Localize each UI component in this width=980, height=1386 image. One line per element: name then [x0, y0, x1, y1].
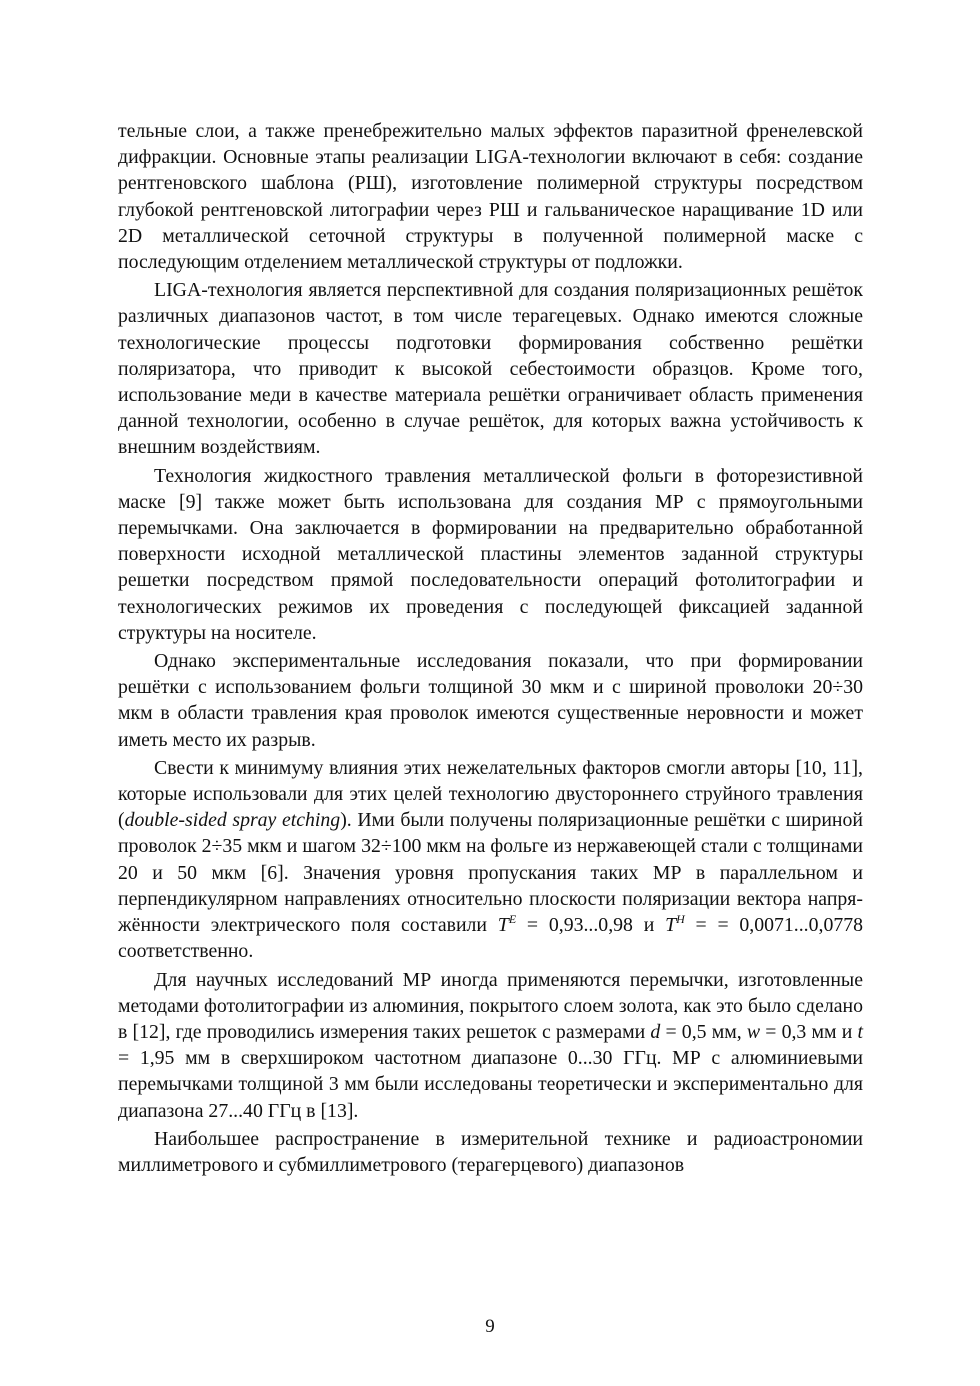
transmission-te-superscript: E: [508, 912, 517, 927]
transmission-th-superscript: H: [676, 912, 685, 927]
paragraph-5-text-a: Свести к минимуму влияния этих нежелательных факторов смогли авторы [10, 11], которые использовали для этих целей технологию двустороннего струйного травления (: [118, 756, 863, 832]
page-number: 9: [485, 1316, 495, 1337]
paragraph-1: тельные слои, а также пренебрежительно малых эффектов паразитной френелевской дифракции. Основные этапы реализации LIGA-технологии включают в себя: создание рентгеновского шаблона (РШ), изготовление полимерной структуры посредством глубокой рентгеновской литографии через РШ и гальваническое наращивание 1D или 2D металлической сеточной структуры в полученной полимерной маске с последующим отделением металлической структуры от подложки.: [118, 120, 863, 274]
transmission-te-symbol: T: [497, 914, 509, 937]
paragraph-2: LIGA-технология является перспективной для создания поляризационных решёток различных диапазонов частот, в том числе терагецевых. Однако имеются сложные технологические процессы подготовки формирования собственно решётки поляризатора, что приводит к высокой себестоимости образцов. Кроме того, использование меди в качестве материала решётки ограничивает область применения данной технологии, особенно в случае решёток, для которых важна устойчивость к внешним воздействиям.: [118, 279, 863, 459]
page-body: [118, 118, 863, 1178]
paragraph-3: Технология жидкостного травления металлической фольги в фоторезистивной маске [9] также может быть использована для создания МР с прямоугольными перемычками. Она заключается в формировании на предварительно обработанной поверхности исходной металлической пластины элементов заданной структуры решетки посредством прямой последовательности операций фотолитографии и технологических режимов их проведения с последующей фиксацией заданной структуры на носителе.: [118, 464, 863, 644]
paragraph-5: [118, 755, 863, 965]
paragraph-7: Наибольшее распространение в измерительной технике и радиоастрономии миллиметрового и субмиллиметрового (терагерцевого) диапазонов: [118, 1127, 863, 1176]
paragraph-6-text-a: Для научных исследований МР иногда применяются перемычки, изготовленные методами фотолитографии из алюминия, покрытого слоем золота, как это было сделано в [12], где проводились измерения таких решеток с размерами: [118, 968, 863, 1043]
dimension-w-symbol: w: [746, 1020, 761, 1043]
paragraph-5-italic-term: double-sided spray etching: [124, 809, 341, 832]
dimension-d-symbol: d: [650, 1020, 661, 1043]
dimension-t-symbol: t: [857, 1020, 863, 1043]
paragraph-6-text-b: = 1,95 мм в сверхшироком частотном диапазоне 0...30 ГГц. МР с алюминиевыми перемычками толщиной 3 мм были исследованы теоретически и экспериментально для диапазона 27...40 ГГц в [13].: [118, 1047, 863, 1122]
paragraph-5-text-b: ). Ими были получены поляризационные решётки с шириной проволок 2÷35 мкм и шагом 32÷100 мкм на фольге из нержавеющей стали с толщинами 20 и 50 мкм [6]. Значения уровня пропускания таких МР в параллельном и перпендикулярном направлениях относительно плоскости поляризации вектора напряжённости электрического поля составили: [118, 809, 863, 937]
dimension-d-value: = 0,5 мм,: [660, 1020, 747, 1043]
transmission-te-value: = 0,93...0,98 и: [516, 914, 666, 937]
transmission-th-value: = = 0,0071...0,0778 соответственно.: [118, 914, 864, 963]
dimension-w-value: = 0,3 мм и: [760, 1020, 858, 1043]
paragraph-6: [118, 967, 863, 1124]
transmission-th-symbol: T: [665, 914, 677, 937]
paragraph-4: Однако экспериментальные исследования показали, что при формировании решётки с использованием фольги толщиной 30 мкм и с шириной проволоки 20÷30 мкм в области травления края проволок имеются существенные неровности и может иметь место их разрыв.: [118, 650, 863, 751]
